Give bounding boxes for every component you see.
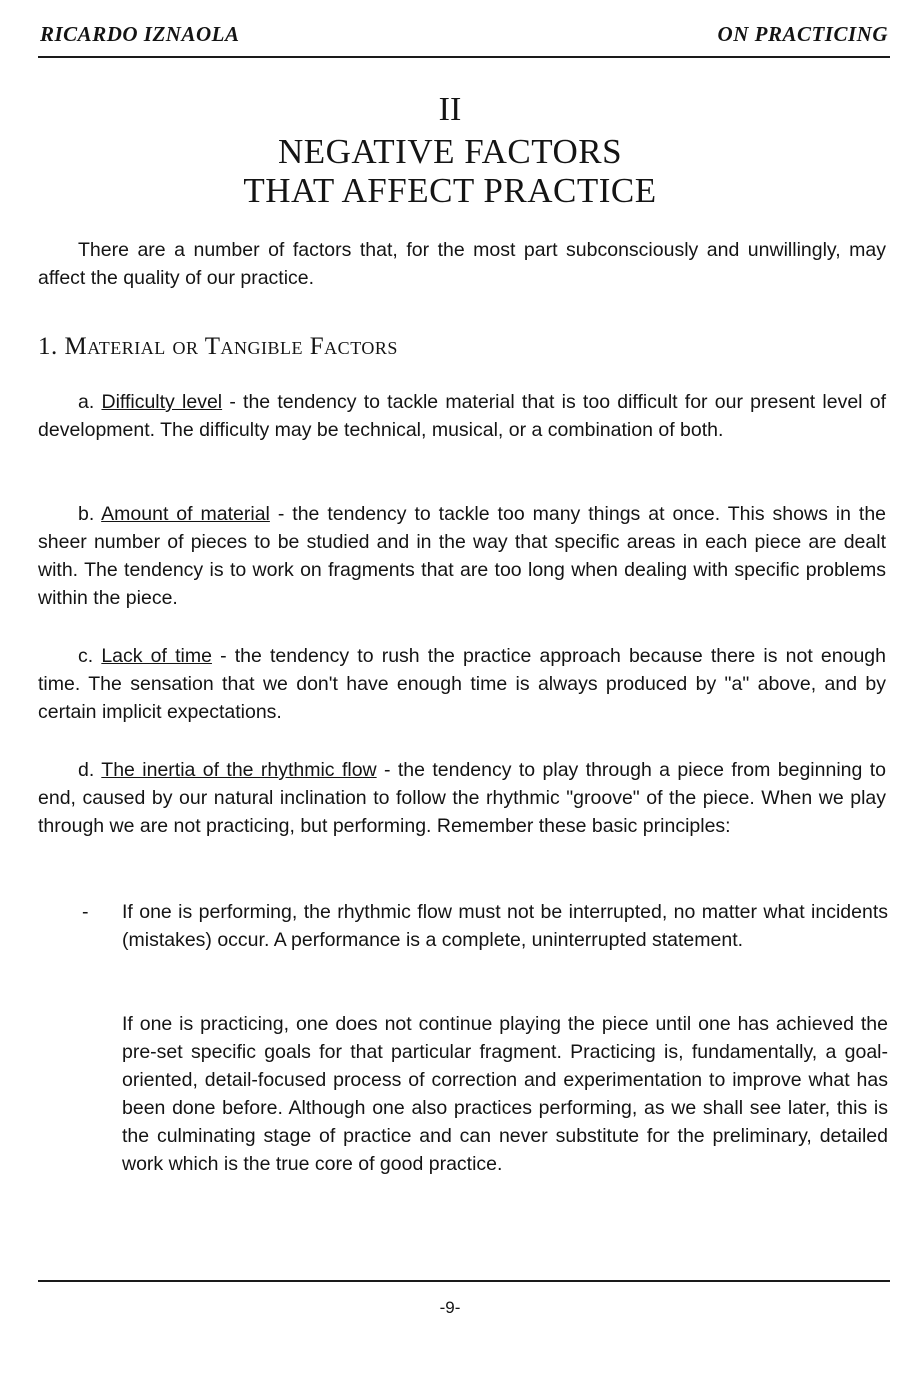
factor-description: - the tendency to tackle too many things at once. This shows in the sheer number of pieces to be studied and in the way that specific areas in each piece are dealt with. The tendency is to work on fragments that are too long when dealing with specific problems within the piece. [38, 503, 887, 609]
factor-paragraph-b [38, 500, 886, 612]
intro-paragraph: There are a number of factors that, for the most part subconsciously and unwillingly, may affect the quality of our practice. [38, 239, 886, 289]
factor-marker: c. [78, 645, 94, 667]
factor-term: Difficulty level [101, 391, 223, 413]
section-heading: 1. Material or Tangible Factors [38, 333, 398, 360]
factor-description: - the tendency to play through a piece from beginning to end, caused by our natural inclination to follow the rhythmic "groove" of the piece. When we play through we are not practicing, but performing. Remember these basic principles: [38, 759, 886, 837]
factor-marker: a. [78, 391, 95, 413]
chapter-number: II [438, 91, 462, 128]
factor-term: The inertia of the rhythmic flow [101, 759, 377, 781]
header-book-title: ON PRACTICING [717, 22, 888, 46]
running-header [40, 22, 888, 52]
chapter-title-line-2: THAT AFFECT PRACTICE [243, 171, 657, 210]
factor-paragraph-c [38, 642, 886, 726]
factor-description: - the tendency to tackle material that is too difficult for our present level of development. The difficulty may be technical, musical, or a combination of both. [38, 391, 886, 441]
chapter-title-line-1: NEGATIVE FACTORS [277, 132, 623, 171]
factor-marker: d. [78, 759, 95, 781]
bullet-marker: - [82, 901, 89, 923]
chapter-title [0, 132, 900, 210]
factor-term: Lack of time [101, 645, 212, 667]
principle-practicing: If one is practicing, one does not continue playing the piece until one has achieved the pre-set specific goals for that particular fragment. Practicing is, fundamentally, a goal-oriented, detail-focused process of correction and experimentation to improve what has been done before. Although one also practices performing, as we shall see later, this is the culminating stage of practice and can never substitute for the preliminary, detailed work which is the true core of good practice. [122, 1013, 888, 1175]
factor-term: Amount of material [101, 503, 270, 525]
factor-marker: b. [78, 503, 95, 525]
factor-paragraph-a [38, 388, 886, 444]
header-rule [38, 56, 890, 58]
footer-rule [38, 1280, 890, 1282]
factor-paragraph-d [38, 756, 886, 840]
header-author: RICARDO IZNAOLA [40, 22, 240, 46]
factor-description: - the tendency to rush the practice approach because there is not enough time. The sensation that we don't have enough time is always produced by "a" above, and by certain implicit expectations. [38, 645, 886, 723]
principle-performing: If one is performing, the rhythmic flow must not be interrupted, no matter what incidents (mistakes) occur. A performance is a complete, uninterrupted statement. [122, 901, 888, 951]
page-number: -9- [439, 1298, 461, 1317]
